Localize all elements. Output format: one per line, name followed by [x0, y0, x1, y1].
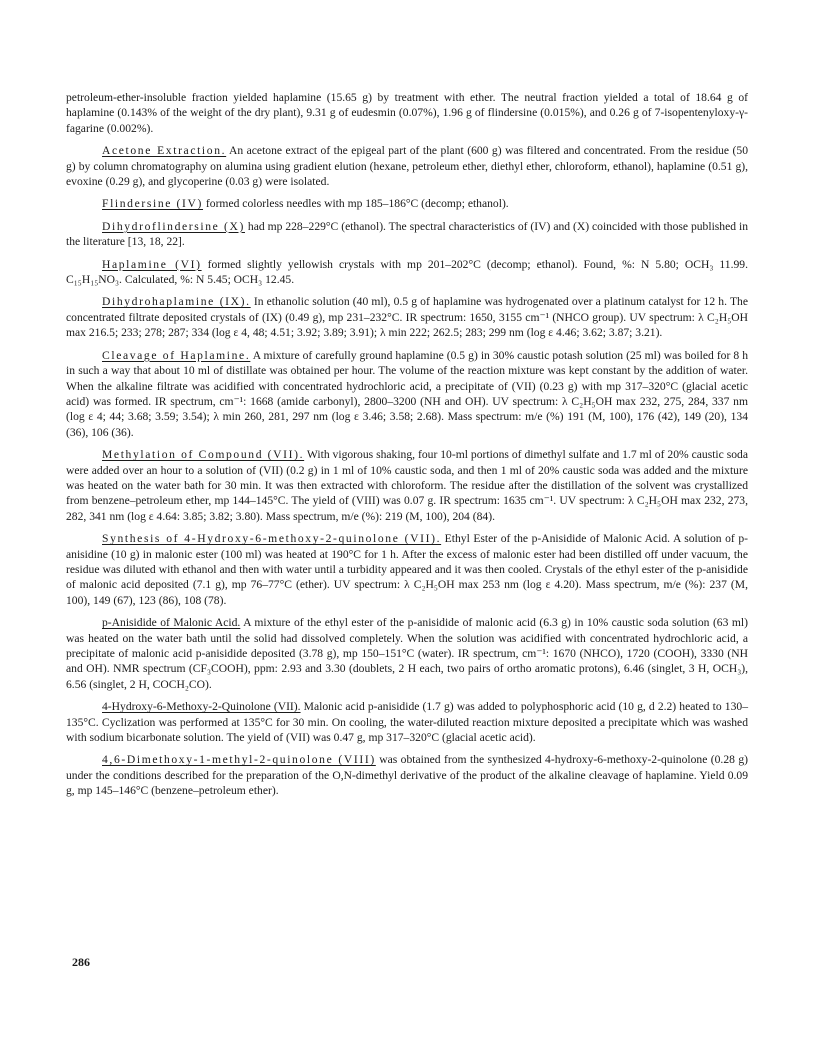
- paragraph-text: Malonic acid p-anisidide (1.7 g) was added to polyphosphoric acid (10 g, d 2.2) heated to 130–135°C. Cyclization was performed at 135°C for 30 min. On cooling, the water-diluted reaction mixture deposited a precipitate which was washed with sodium bicarbonate solution. The yield of (VII) was 0.47 g, mp 317–320°C (glacial acetic acid).: [66, 700, 748, 745]
- paragraph-synthesis: [66, 531, 748, 608]
- paragraph-text: A mixture of carefully ground haplamine (0.5 g) in 30% caustic potash solution (25 ml) was boiled for 8 h in such a way that about 10 ml of distillate was obtained per hour. The volume of the reaction mixture was kept constant by the addition of water. When the alkaline filtrate was acidified with concentrated hydrochloric acid, a precipitate of (VII) (0.23 g) with mp 317–320°C (glacial acetic acid) was formed. IR spectrum, cm⁻¹: 1668 (amide carbonyl), 2800–3200 (NH and OH). UV spectrum: λ C₂H₅OH max 232, 275, 284, 337 nm (log ε 4; 44; 3.68; 3.59; 3.54); λ min 260, 281, 297 nm (log ε 3.46; 3.58; 2.68). Mass spectrum: m/e (%) 191 (M, 100), 176 (42), 149 (20), 134 (36), 106 (36).: [66, 348, 748, 439]
- paragraph-hydroxy-quinolone: [66, 699, 748, 745]
- section-heading: Methylation of Compound (VII).: [102, 448, 305, 462]
- paragraph-text: formed colorless needles with mp 185–186°C (decomp; ethanol).: [203, 197, 509, 211]
- paragraph-cleavage: [66, 348, 748, 440]
- section-heading: 4-Hydroxy-6-Methoxy-2-Quinolone (VII).: [102, 700, 301, 714]
- paragraph-flindersine: [66, 196, 748, 211]
- paragraph-text: In ethanolic solution (40 ml), 0.5 g of haplamine was hydrogenated over a platinum catalyst for 12 h. The concentrated filtrate deposited crystals of (IX) (0.49 g), mp 231–232°C. IR spectrum: 1650, 3155 cm⁻¹ (NHCO group). UV spectrum: λ C₂H₅OH max 216.5; 233; 278; 287; 334 (log ε 4, 48; 4.51; 3.92; 3.89; 3.91); λ min 222; 262.5; 283; 299 nm (log ε 4.46; 3.62; 3.87; 3.21).: [66, 295, 748, 340]
- paragraph-text: petroleum-ether-insoluble fraction yielded haplamine (15.65 g) by treatment with ether. The neutral fraction yielded a total of 18.64 g of haplamine (0.143% of the weight of the dry plant), 9.31 g of eudesmin (0.07%), 1.96 g of flindersine (0.015%), and 0.26 g of 7-isopentenyloxy-γ-fagarine (0.002%).: [66, 91, 748, 135]
- section-heading: Dihydrohaplamine (IX).: [102, 295, 251, 309]
- paragraph-text: formed slightly yellowish crystals with mp 201–202°C (decomp; ethanol). Found, %: N 5.80; OCH₃ 11.99. C₁₅H₁₅NO₃. Calculated, %: N 5.45; OCH₃ 12.45.: [66, 257, 748, 287]
- paragraph-text: was obtained from the synthesized 4-hydroxy-6-methoxy-2-quinolone (0.28 g) under the conditions described for the preparation of the O,N-dimethyl derivative of the product of the alkaline cleavage of haplamine. Yield 0.09 g, mp 145–146°C (benzene–petroleum ether).: [66, 753, 748, 798]
- paragraph-dihydroflindersine: [66, 219, 748, 250]
- section-heading: 4,6-Dimethoxy-1-methyl-2-quinolone (VIII): [102, 753, 376, 767]
- section-heading: Cleavage of Haplamine.: [102, 348, 251, 362]
- paragraph-acetone-extraction: [66, 143, 748, 189]
- paragraph-dihydrohaplamine: [66, 294, 748, 340]
- page-number: 286: [72, 955, 90, 969]
- paragraph-text: had mp 228–229°C (ethanol). The spectral characteristics of (IV) and (X) coincided with those published in the literature [13, 18, 22].: [66, 219, 748, 249]
- paragraph-p-anisidide: [66, 615, 748, 692]
- paragraph-text: A mixture of the ethyl ester of the p-anisidide of malonic acid (6.3 g) in 10% caustic soda solution (63 ml) was heated on the water bath until the solid had dissolved completely. When the solution was acidified with concentrated hydrochloric acid, a precipitate of malonic acid p-anisidide deposited (3.78 g), mp 150–151°C (water). IR spectrum, cm⁻¹: 1670 (NHCO), 1720 (COOH), 3330 (NH and OH). NMR spectrum (CF₃COOH), ppm: 2.93 and 3.30 (doublets, 2 H each, two pairs of ortho aromatic protons), 6.46 (singlet, 3 H, OCH₃), 6.56 (singlet, 2 H, COCH₂CO).: [66, 616, 748, 691]
- section-heading: Synthesis of 4-Hydroxy-6-methoxy-2-quinolone (VII).: [102, 532, 442, 546]
- section-heading: Haplamine (VI): [102, 257, 202, 271]
- section-heading: p-Anisidide of Malonic Acid.: [102, 616, 241, 630]
- section-heading: Dihydroflindersine (X): [102, 219, 245, 233]
- paragraph-methylation: [66, 447, 748, 524]
- paragraph-text: With vigorous shaking, four 10-ml portions of dimethyl sulfate and 1.7 ml of 20% caustic soda were added over an hour to a solution of (VII) (0.2 g) in 1 ml of 10% caustic soda, and then 1 ml of 20% caustic soda was added and the mixture was heated on the water bath for 30 min. It was then extracted with chloroform. The residue after the distillation of the solvent was crystallized from benzene–petroleum ether, mp 144–145°C. The yield of (VIII) was 0.07 g. IR spectrum: 1635 cm⁻¹. UV spectrum: λ C₂H₅OH max 232, 273, 282, 341 nm (log ε 4.64: 3.85; 3.82; 3.80). Mass spectrum, m/e (%): 219 (M, 100), 204 (84).: [66, 448, 748, 523]
- section-heading: Acetone Extraction.: [102, 144, 227, 158]
- paragraph-intro: [66, 90, 748, 136]
- paragraph-haplamine: [66, 257, 748, 288]
- paragraph-text: Ethyl Ester of the p-Anisidide of Malonic Acid. A solution of p-anisidine (10 g) in malonic ester (100 ml) was heated at 190°C for 1 h. After the excess of malonic ester had been distilled off under vacuum, the residue was diluted with ethanol and then with water until a turbidity appeared and it was then cooled. Crystals of the ethyl ester of the p-anisidide of malonic acid deposited (7.1 g), mp 76–77°C (ether). UV spectrum: λ C₂H₅OH max 253 nm (log ε 4.20). Mass spectrum, m/e (%): 237 (M, 100), 149 (67), 123 (86), 108 (78).: [66, 532, 748, 607]
- page-body: [66, 90, 748, 806]
- paragraph-text: An acetone extract of the epigeal part of the plant (600 g) was filtered and concentrated. From the residue (50 g) by column chromatography on alumina using gradient elution (hexane, petroleum ether, diethyl ether, chloroform, ethanol), haplamine (0.51 g), evoxine (0.29 g), and glycoperine (0.03 g) were isolated.: [66, 144, 748, 189]
- section-heading: Flindersine (IV): [102, 197, 204, 211]
- paragraph-dimethoxy-quinolone: [66, 752, 748, 798]
